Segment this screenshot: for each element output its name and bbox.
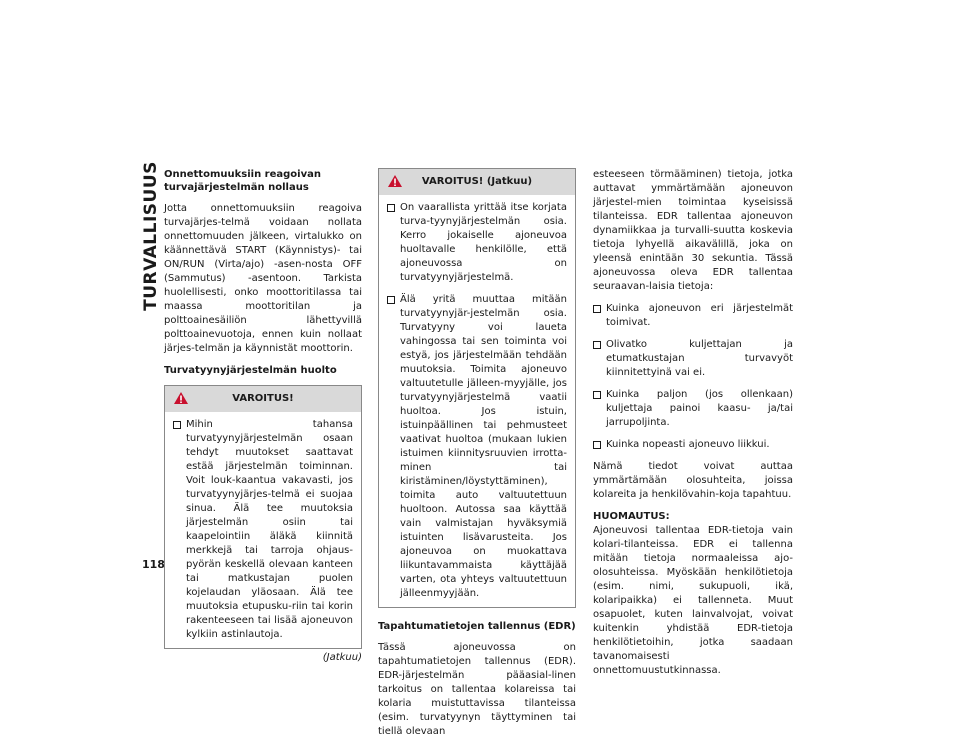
square-bullet-icon — [387, 296, 395, 304]
column-left — [164, 168, 362, 665]
list-item — [387, 293, 567, 601]
list-item — [173, 418, 353, 642]
square-bullet-icon — [593, 341, 601, 349]
square-bullet-icon — [593, 441, 601, 449]
warning-text: Mihin tahansa turvatyynyjärjestelmän osaan tehdyt muutokset saattavat estää järjestelmän toiminnan. Voit louk-kaantua vakavasti, jos turvatyynyjärjes-telmä ei suojaa sinua. Älä tee muutoksia järjestelmän osiin tai kaapelointiin äläkä kiinnitä merkkejä tai tarroja ohjaus-pyörän keskellä olevaan kanteen tai matkustajan puolen kojelaudan yläosaan. Älä tee muutoksia etupusku-riin tai korin rakenteeseen tai lisää ajoneuvon kylkiin astinlautoja. — [186, 419, 353, 640]
section-tab — [141, 161, 161, 311]
warning-header — [379, 169, 575, 195]
warning-title: VAROITUS! (Jatkuu) — [421, 176, 533, 187]
paragraph-edr-continued: esteeseen törmääminen) tietoja, jotka auttavat ymmärtämään ajoneuvon järjestel-mien toimintaa kyseisissä tilanteissa. EDR tallentaa ajoneuvon dynamiikkaa ja turvalli-suutta koskevia tietoja lyhyellä aikavälillä, joka on yleensä enintään 30 sekuntia. Tässä ajoneuvossa oleva EDR tallentaa seuraavan-laisia tietoja: — [593, 169, 793, 292]
warning-triangle-icon — [173, 391, 189, 405]
heading-airbag-service: Turvatyynyjärjestelmän huolto — [164, 365, 337, 376]
note-title: HUOMAUTUS: — [593, 511, 670, 522]
warning-text: On vaarallista yrittää itse korjata turva-tyynyjärjestelmän osia. Kerro jokaiselle ajoneuvoa huoltavalle henkilölle, että ajoneuvossa on turvatyynyjärjestelmä. — [400, 202, 567, 283]
list-item — [593, 338, 793, 380]
note-text: Ajoneuvosi tallentaa EDR-tietoja vain kolari-tilanteissa. EDR ei tallenna mitään tietoja normaaleissa ajo-olosuhteissa. Myöskään henkilötietoja (esim. nimi, sukupuoli, ikä, kolaripaikka) ei tallenneta. Muut osapuolet, kuten lainvalvojat, voivat kuitenkin yhdistää EDR-tietoja henkilötietoihin, jotka saadaan tavanomaisesti onnettomuustutkinnassa. — [593, 525, 793, 676]
paragraph-circumstances: Nämä tiedot voivat auttaa ymmärtämään olosuhteita, joissa kolareita ja henkilövahin-koja tapahtuu. — [593, 461, 793, 500]
warning-body — [165, 412, 361, 648]
warning-box — [164, 385, 362, 649]
square-bullet-icon — [593, 391, 601, 399]
list-item — [593, 388, 793, 430]
square-bullet-icon — [387, 204, 395, 212]
list-text: Olivatko kuljettajan ja etumatkustajan turvavyöt kiinnitettyinä vai ei. — [606, 339, 793, 378]
warning-title: VAROITUS! — [232, 393, 294, 404]
list-item — [387, 201, 567, 285]
page-number: 118 — [142, 558, 165, 571]
heading-airbag-reset: Onnettomuuksiin reagoivan turvajärjestelmän nollaus — [164, 169, 321, 193]
square-bullet-icon — [173, 421, 181, 429]
continued-label: (Jatkuu) — [322, 652, 362, 663]
warning-text: Älä yritä muuttaa mitään turvatyynyjär-jestelmän osia. Turvatyyny voi laueta vahingossa tai sen toiminta voi estyä, jos järjestelmään tehdään muutoksia. Toimita ajoneuvo valtuutetulle jälleen-myyjälle, jos turvatyynyjärjestelmä vaatii huoltoa. Jos istuin, istuinpäällinen tai pehmusteet vaativat huoltoa (mukaan lukien istuimen kiinnitysruuvien irrotta-minen tai kiristäminen/löystyttäminen), toimita auto valtuutettuun huoltoon. Autossa saa käyttää vain valmistajan hyväksymiä istuinten lisävarusteita. Jos ajoneuvoa on muokattava liikuntavammaista käyttäjää varten, ota yhteys valtuutettuun jälleenmyyjään. — [400, 294, 567, 599]
paragraph-reset: Jotta onnettomuuksiin reagoiva turvajärjes-telmä voidaan nollata onnettomuuden jälkeen, virtalukko on käännettävä START (Käynnistys)- tai ON/RUN (Virta/ajo) -asen-nosta OFF (Sammutus) -asentoon. Tarkista huolellisesti, onko moottoritilassa tai maassa moottoritilan ja polttoainesäiliön lähettyvillä polttoainevuotoja, ennen kuin nollaat järjes-telmän ja käynnistät moottorin. — [164, 203, 362, 354]
list-item — [593, 302, 793, 330]
warning-header — [165, 386, 361, 412]
warning-box-continued — [378, 168, 576, 608]
warning-body — [379, 195, 575, 607]
list-text: Kuinka paljon (jos ollenkaan) kuljettaja painoi kaasu- ja/tai jarrupoljinta. — [606, 389, 793, 428]
warning-triangle-icon — [387, 174, 403, 188]
section-tab-label: TURVALLISUUS — [141, 161, 161, 311]
list-item — [593, 438, 793, 452]
column-middle — [378, 168, 576, 747]
square-bullet-icon — [593, 305, 601, 313]
paragraph-edr: Tässä ajoneuvossa on tapahtumatietojen tallennus (EDR). EDR-järjestelmän pääasial-linen tarkoitus on tallentaa kolareissa tai kolaria muistuttavissa tilanteissa (esim. turvatyynyn täyttyminen tai tiellä olevaan — [378, 642, 576, 737]
list-text: Kuinka nopeasti ajoneuvo liikkui. — [606, 439, 770, 450]
list-text: Kuinka ajoneuvon eri järjestelmät toimivat. — [606, 303, 793, 328]
column-right — [593, 168, 793, 686]
heading-edr: Tapahtumatietojen tallennus (EDR) — [378, 621, 576, 632]
